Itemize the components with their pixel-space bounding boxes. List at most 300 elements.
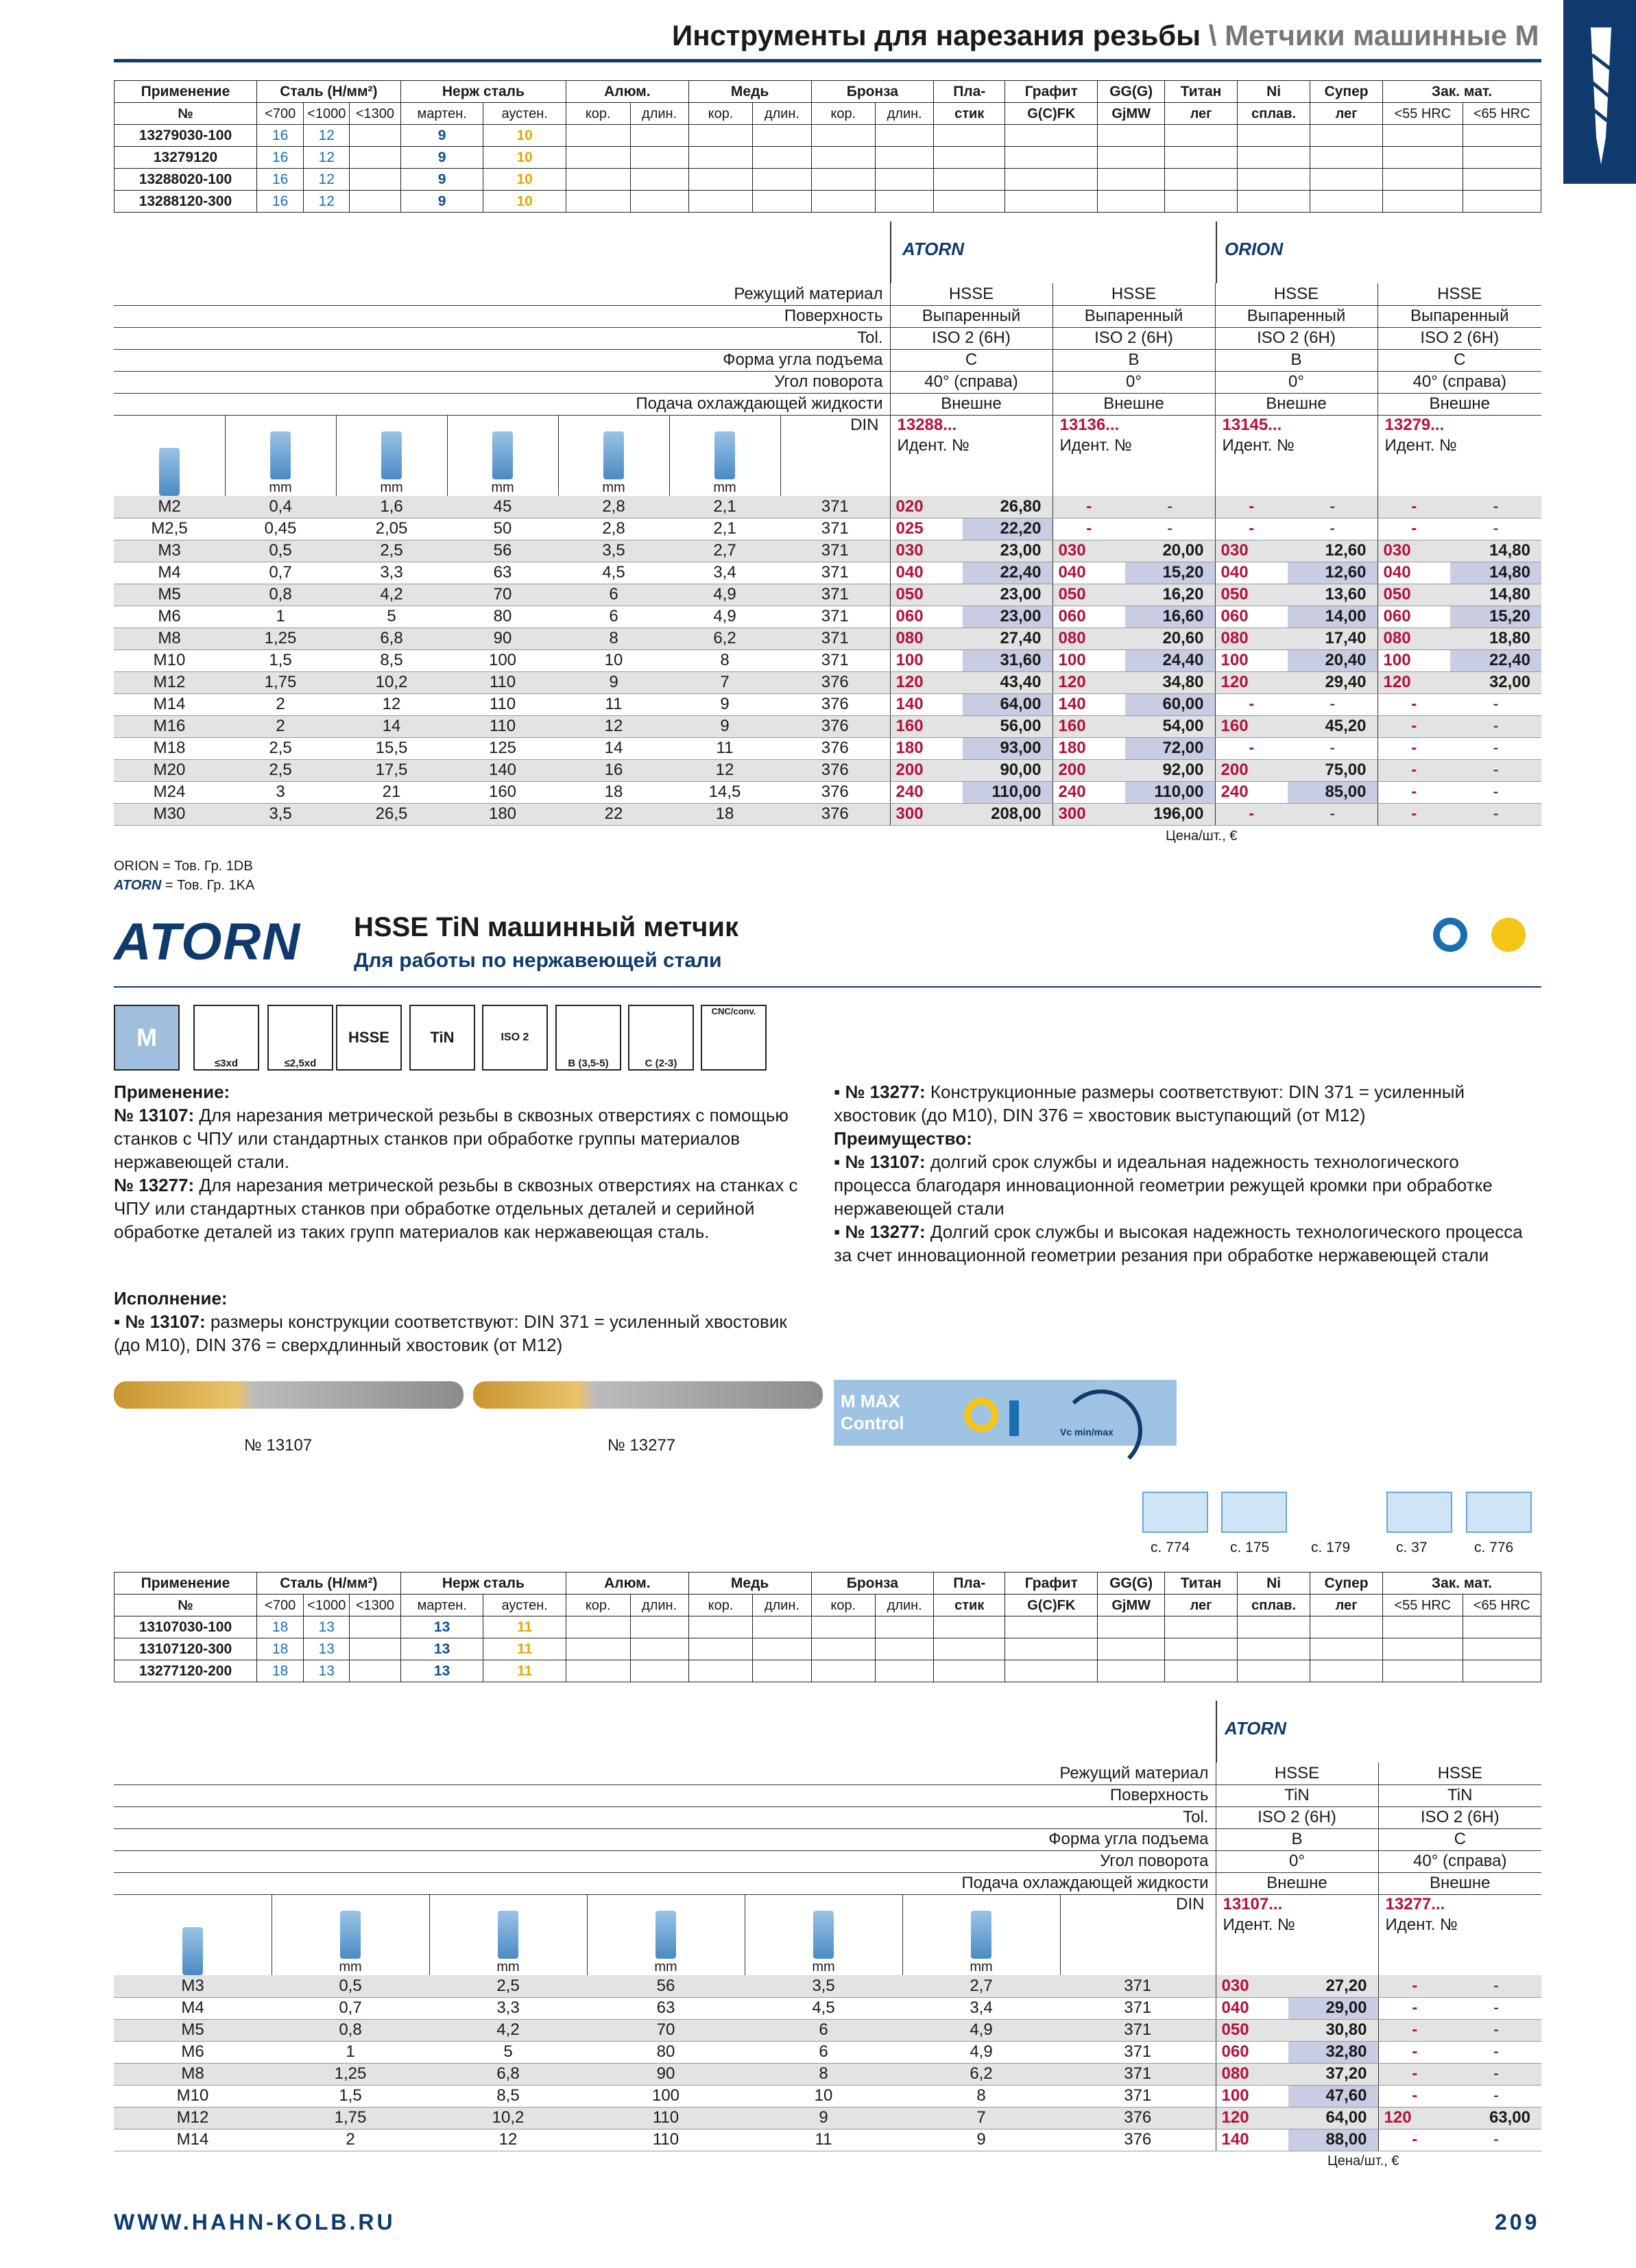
dimension-icon bbox=[492, 431, 513, 479]
dimension-value: 2,7 bbox=[902, 1975, 1060, 1997]
product-title: HSSE TiN машинный метчик bbox=[354, 912, 739, 942]
thread-row bbox=[114, 2129, 1541, 2151]
thread-row bbox=[114, 518, 1541, 540]
dimension-value: 3,5 bbox=[225, 803, 336, 825]
header-rule bbox=[114, 59, 1541, 62]
spec-value: Внешне bbox=[1215, 393, 1378, 415]
ident-code: 030 bbox=[1052, 540, 1125, 562]
empty-cell bbox=[1383, 125, 1463, 147]
value-martensitic: 13 bbox=[400, 1638, 483, 1660]
app-subheader-cell: лег bbox=[1310, 1595, 1383, 1616]
section-subtitle: Метчики машинные M bbox=[1225, 19, 1539, 51]
title-separator: \ bbox=[1201, 19, 1225, 51]
empty-cell bbox=[630, 125, 688, 147]
empty-cell bbox=[630, 147, 688, 169]
dimension-value: 18 bbox=[558, 781, 669, 803]
app-subheader-cell: кор. bbox=[566, 103, 630, 125]
ident-code: 040 bbox=[890, 562, 963, 584]
app-13277-text: Для нарезания метрической резьбы в сквозных отверстиях на станках с ЧПУ или стандартных станков при обработке отдельных деталей и серийной обработке деталей из таких групп материалов как нержавеющая сталь. bbox=[114, 1175, 798, 1242]
dimension-value: 9 bbox=[558, 671, 669, 693]
ident-code: 030 bbox=[1215, 540, 1288, 562]
dimension-icon bbox=[603, 431, 624, 479]
spec-row bbox=[114, 1850, 1541, 1872]
gauge-bar-icon bbox=[1009, 1400, 1019, 1436]
value-austenitic: 10 bbox=[483, 191, 566, 213]
dimension-value: M8 bbox=[114, 628, 225, 649]
empty-cell bbox=[1005, 1616, 1098, 1638]
ident-code: 080 bbox=[1378, 628, 1450, 649]
dimension-value: 0,5 bbox=[225, 540, 336, 562]
price-value: - bbox=[1288, 518, 1378, 540]
dimension-value: 56 bbox=[447, 540, 558, 562]
ident-code: - bbox=[1378, 1997, 1451, 2019]
dimension-value: 45 bbox=[447, 496, 558, 518]
series-header bbox=[1215, 415, 1378, 496]
price-value: 29,40 bbox=[1288, 671, 1378, 693]
empty-cell bbox=[566, 1638, 630, 1660]
dimension-value: 376 bbox=[780, 803, 890, 825]
empty-cell bbox=[1463, 1638, 1541, 1660]
ident-code: 140 bbox=[890, 693, 963, 715]
dimension-value: 8 bbox=[745, 2063, 902, 2085]
spec-label: Режущий материал bbox=[114, 1763, 1216, 1784]
empty-cell bbox=[876, 147, 934, 169]
empty-cell bbox=[630, 1660, 688, 1682]
page-number: 209 bbox=[1495, 2210, 1540, 2234]
spec-value: B bbox=[1215, 349, 1378, 371]
thread-row bbox=[114, 2107, 1541, 2129]
spec-value: HSSE bbox=[1215, 283, 1378, 305]
dimension-value: 11 bbox=[558, 693, 669, 715]
empty-cell bbox=[1165, 1638, 1238, 1660]
dimension-value: 16 bbox=[558, 759, 669, 781]
footnote-atorn-text: = Тов. Гр. 1KA bbox=[165, 878, 255, 893]
dimension-icon-cell bbox=[745, 1894, 902, 1975]
empty-cell bbox=[811, 147, 876, 169]
empty-cell bbox=[349, 169, 400, 191]
price-value: 27,40 bbox=[963, 628, 1052, 649]
app-subheader-cell: <700 bbox=[256, 103, 304, 125]
ident-code: 200 bbox=[1215, 759, 1288, 781]
value-steel-1000: 13 bbox=[304, 1638, 350, 1660]
data-table-1 bbox=[114, 496, 1541, 826]
app-subheader-cell: <1300 bbox=[349, 1595, 400, 1616]
app-header-cell: Бронза bbox=[811, 81, 934, 103]
dimension-value: 18 bbox=[669, 803, 780, 825]
app-header-cell: Зак. мат. bbox=[1383, 1573, 1541, 1595]
dimension-icon-cell bbox=[272, 1894, 429, 1975]
dimension-icon-cell bbox=[336, 415, 447, 496]
ident-code: 100 bbox=[1216, 2085, 1288, 2107]
dimension-value: 4,9 bbox=[902, 2041, 1060, 2063]
app-subheader-cell: кор. bbox=[688, 103, 753, 125]
article-number: 13107030-100 bbox=[115, 1616, 257, 1638]
empty-cell bbox=[566, 191, 630, 213]
ident-code: - bbox=[1378, 2085, 1451, 2107]
price-value: 60,00 bbox=[1125, 693, 1215, 715]
price-value: 14,80 bbox=[1450, 540, 1541, 562]
ident-code: 100 bbox=[1378, 649, 1450, 671]
dimension-value: 110 bbox=[587, 2129, 745, 2151]
cnc-symbol: CNC/conv. bbox=[701, 1005, 767, 1071]
spec-row bbox=[114, 1828, 1541, 1850]
ident-code: 060 bbox=[1215, 606, 1288, 628]
dimension-value: 4,2 bbox=[336, 584, 447, 606]
dimension-value: 0,45 bbox=[225, 518, 336, 540]
price-value: 20,00 bbox=[1125, 540, 1215, 562]
empty-cell bbox=[1463, 1616, 1541, 1638]
app-header-row bbox=[115, 1573, 1541, 1595]
unit-mm: mm bbox=[602, 479, 625, 495]
price-value: - bbox=[1451, 2063, 1541, 2085]
app-row bbox=[115, 169, 1541, 191]
dimension-value: 4,9 bbox=[902, 2019, 1060, 2041]
dimension-value: 90 bbox=[447, 628, 558, 649]
empty-cell bbox=[349, 1660, 400, 1682]
spec-value: Внешне bbox=[1378, 1872, 1541, 1894]
ident-code: 140 bbox=[1216, 2129, 1288, 2151]
spec-value: Внешне bbox=[1052, 393, 1215, 415]
ref-icon-4[interactable] bbox=[1386, 1492, 1452, 1533]
app-subheader-cell: <65 HRC bbox=[1463, 103, 1541, 125]
app-subheader-cell: стик bbox=[934, 1595, 1005, 1616]
ident-code: 040 bbox=[1215, 562, 1288, 584]
ident-code: - bbox=[1378, 803, 1450, 825]
empty-cell bbox=[1238, 147, 1310, 169]
price-value: 12,60 bbox=[1288, 540, 1378, 562]
unit-mm: mm bbox=[269, 479, 292, 495]
app-subheader-cell: <55 HRC bbox=[1383, 103, 1463, 125]
app-row bbox=[115, 1638, 1541, 1660]
ident-code: - bbox=[1378, 2129, 1451, 2151]
dimension-value: M5 bbox=[114, 584, 225, 606]
dimension-icon-cell bbox=[114, 1894, 272, 1975]
app-subheader-cell: G(C)FK bbox=[1005, 103, 1098, 125]
dimension-value: M10 bbox=[114, 649, 225, 671]
ident-label: Идент. № bbox=[1384, 436, 1457, 455]
price-value: 34,80 bbox=[1125, 671, 1215, 693]
dimension-value: M2,5 bbox=[114, 518, 225, 540]
depth-25xd-symbol bbox=[267, 1005, 333, 1071]
dimension-value: 9 bbox=[902, 2129, 1060, 2151]
tin-symbol: TiN bbox=[409, 1005, 475, 1071]
ident-label: Идент. № bbox=[1222, 436, 1295, 455]
dimension-value: 14 bbox=[558, 737, 669, 759]
brand-divider bbox=[1216, 1701, 1217, 1763]
dimension-value: 2,05 bbox=[336, 518, 447, 540]
ident-code: 040 bbox=[1378, 562, 1450, 584]
thread-row bbox=[114, 1975, 1541, 1997]
thread-row bbox=[114, 737, 1541, 759]
empty-cell bbox=[688, 125, 753, 147]
dimension-icon bbox=[182, 1927, 203, 1975]
empty-cell bbox=[753, 169, 811, 191]
dimension-value: 4,9 bbox=[669, 584, 780, 606]
dimension-value: 6 bbox=[745, 2019, 902, 2041]
price-value: - bbox=[1451, 2019, 1541, 2041]
price-value: 16,60 bbox=[1125, 606, 1215, 628]
product-subtitle: Для работы по нержавеющей стали bbox=[354, 949, 722, 972]
ident-label: Идент. № bbox=[1385, 1915, 1458, 1934]
app-subheader-cell: длин. bbox=[876, 103, 934, 125]
app-header-cell: Графит bbox=[1005, 1573, 1098, 1595]
ref-icon-2[interactable] bbox=[1221, 1492, 1287, 1533]
dimension-value: 2,7 bbox=[669, 540, 780, 562]
price-value: 23,00 bbox=[963, 584, 1052, 606]
series-header bbox=[1216, 1894, 1378, 1975]
empty-cell bbox=[1383, 147, 1463, 169]
series-number: 13279... bbox=[1384, 416, 1445, 434]
spec-value: HSSE bbox=[1378, 283, 1541, 305]
dimension-value: 21 bbox=[336, 781, 447, 803]
spec-row bbox=[114, 283, 1541, 305]
dimension-icon-cell bbox=[114, 415, 225, 496]
page-title bbox=[672, 19, 1539, 52]
spec-label: Режущий материал bbox=[114, 283, 890, 305]
app-subheader-cell: № bbox=[115, 1595, 257, 1616]
advantage-heading: Преимущество: bbox=[834, 1128, 972, 1149]
ident-code: 120 bbox=[1052, 671, 1125, 693]
price-value: - bbox=[1288, 693, 1378, 715]
vc-label: Vc min/max bbox=[1060, 1427, 1114, 1437]
thread-row bbox=[114, 606, 1541, 628]
adv-13107-text: долгий срок службы и идеальная надежность технологического процесса благодаря инновационной геометрии режущей кромки при обработке нержавеющей стали bbox=[834, 1151, 1493, 1219]
depth-25xd-label: ≤2,5xd bbox=[284, 1058, 317, 1069]
mmax-label: M MAX bbox=[841, 1391, 900, 1411]
mmax-banner bbox=[834, 1380, 1177, 1446]
ident-code: - bbox=[1378, 759, 1450, 781]
dimension-value: M18 bbox=[114, 737, 225, 759]
dimension-value: 4,5 bbox=[558, 562, 669, 584]
spec-value: HSSE bbox=[1378, 1763, 1541, 1784]
price-value: 56,00 bbox=[963, 715, 1052, 737]
empty-cell bbox=[753, 1638, 811, 1660]
dimension-icon bbox=[159, 448, 180, 496]
app-subheader-cell: мартен. bbox=[400, 1595, 483, 1616]
series-number: 13288... bbox=[897, 416, 957, 434]
price-value: 14,00 bbox=[1288, 606, 1378, 628]
spec-row bbox=[114, 349, 1541, 371]
dimension-value: 371 bbox=[780, 606, 890, 628]
empty-cell bbox=[566, 169, 630, 191]
price-value: 90,00 bbox=[963, 759, 1052, 781]
app-subheader-cell: кор. bbox=[811, 1595, 876, 1616]
spec-value: 40° (справа) bbox=[1378, 371, 1541, 393]
dimension-value: 371 bbox=[780, 562, 890, 584]
tool-13107-image bbox=[114, 1381, 464, 1409]
spec-value: ISO 2 (6H) bbox=[1215, 327, 1378, 349]
app-13277-no: № 13277: bbox=[114, 1175, 195, 1195]
ident-code: - bbox=[1052, 496, 1125, 518]
app-subheader-cell: <700 bbox=[256, 1595, 304, 1616]
article-number: 13288120-300 bbox=[115, 191, 257, 213]
spec-value: 0° bbox=[1215, 371, 1378, 393]
atorn-mini-logo: ATORN bbox=[114, 878, 162, 893]
empty-cell bbox=[630, 1638, 688, 1660]
app-subheader-cell: № bbox=[115, 103, 257, 125]
dimension-value: 4,9 bbox=[669, 606, 780, 628]
dimension-value: M2 bbox=[114, 496, 225, 518]
empty-cell bbox=[1005, 1638, 1098, 1660]
empty-cell bbox=[1310, 125, 1383, 147]
thread-row bbox=[114, 2085, 1541, 2107]
app-subheader-cell: <1300 bbox=[349, 103, 400, 125]
spec-value: ISO 2 (6H) bbox=[890, 327, 1052, 349]
price-note-2: Цена/шт., € bbox=[1327, 2153, 1399, 2169]
dimension-value: 7 bbox=[902, 2107, 1060, 2129]
empty-cell bbox=[566, 1660, 630, 1682]
price-value: 64,00 bbox=[1288, 2107, 1378, 2129]
spec-table-1 bbox=[114, 283, 1541, 416]
ident-code: 180 bbox=[890, 737, 963, 759]
empty-cell bbox=[811, 169, 876, 191]
dimension-value: 8,5 bbox=[336, 649, 447, 671]
app-subheader-cell: мартен. bbox=[400, 103, 483, 125]
ident-code: 180 bbox=[1052, 737, 1125, 759]
footer-url[interactable]: WWW.HAHN-KOLB.RU bbox=[114, 2210, 396, 2234]
ident-code: 080 bbox=[1215, 628, 1288, 649]
price-value: 54,00 bbox=[1125, 715, 1215, 737]
price-value: - bbox=[1450, 496, 1541, 518]
article-number: 13277120-200 bbox=[115, 1660, 257, 1682]
empty-cell bbox=[688, 1638, 753, 1660]
dimension-value: 8 bbox=[902, 2085, 1060, 2107]
empty-cell bbox=[1165, 191, 1238, 213]
price-value: 30,80 bbox=[1288, 2019, 1378, 2041]
price-value: 20,60 bbox=[1125, 628, 1215, 649]
value-martensitic: 9 bbox=[400, 147, 483, 169]
thread-row bbox=[114, 693, 1541, 715]
app-header-cell: Сталь (Н/мм²) bbox=[256, 1573, 400, 1595]
app-subheader-cell: стик bbox=[934, 103, 1005, 125]
app-subheader-cell: GjMW bbox=[1098, 1595, 1165, 1616]
spec-row bbox=[114, 393, 1541, 415]
app-subheader-cell: кор. bbox=[811, 103, 876, 125]
unit-mm: mm bbox=[339, 1959, 362, 1974]
dimension-value: 11 bbox=[669, 737, 780, 759]
dimension-value: M12 bbox=[114, 2107, 272, 2129]
ident-code: 100 bbox=[890, 649, 963, 671]
dimension-value: 6 bbox=[745, 2041, 902, 2063]
dimension-value: 5 bbox=[429, 2041, 587, 2063]
application-heading: Применение: bbox=[114, 1082, 230, 1102]
thread-row bbox=[114, 803, 1541, 825]
value-austenitic: 11 bbox=[483, 1616, 566, 1638]
app-header-cell: Пла- bbox=[934, 1573, 1005, 1595]
price-value: 26,80 bbox=[963, 496, 1052, 518]
price-value: 18,80 bbox=[1450, 628, 1541, 649]
ref-icon-1[interactable] bbox=[1142, 1492, 1208, 1533]
empty-cell bbox=[811, 125, 876, 147]
dimension-value: 8 bbox=[669, 649, 780, 671]
drill-icon bbox=[1563, 0, 1636, 184]
value-steel-1000: 12 bbox=[304, 191, 350, 213]
ident-label: Идент. № bbox=[897, 436, 970, 455]
app-subheader-cell: длин. bbox=[630, 1595, 688, 1616]
dimension-value: 80 bbox=[587, 2041, 745, 2063]
dimension-value: 0,8 bbox=[225, 584, 336, 606]
price-value: 13,60 bbox=[1288, 584, 1378, 606]
dimension-value: 6,2 bbox=[902, 2063, 1060, 2085]
app-header-cell: Применение bbox=[115, 81, 257, 103]
dimension-value: 9 bbox=[745, 2107, 902, 2129]
dimension-value: 90 bbox=[587, 2063, 745, 2085]
series-header bbox=[1052, 415, 1215, 496]
dimension-value: M12 bbox=[114, 671, 225, 693]
app-row bbox=[115, 1660, 1541, 1682]
spec-row bbox=[114, 1763, 1541, 1784]
dimension-icon-cell bbox=[587, 1894, 745, 1975]
dimension-value: 12 bbox=[669, 759, 780, 781]
dimension-value: 371 bbox=[780, 518, 890, 540]
empty-cell bbox=[1310, 1638, 1383, 1660]
footnote-orion: ORION = Тов. Гр. 1DB bbox=[114, 859, 253, 874]
ident-code: - bbox=[1378, 2041, 1451, 2063]
price-value: 64,00 bbox=[963, 693, 1052, 715]
unit-mm: mm bbox=[713, 479, 736, 495]
dimension-value: 1,75 bbox=[272, 2107, 429, 2129]
app-subheader-cell: лег bbox=[1165, 1595, 1238, 1616]
empty-cell bbox=[630, 191, 688, 213]
thread-row bbox=[114, 2041, 1541, 2063]
form-c-symbol: C (2-3) bbox=[628, 1005, 694, 1071]
atorn-logo: ATORN bbox=[902, 239, 965, 259]
ident-code: - bbox=[1052, 518, 1125, 540]
price-value: - bbox=[1450, 737, 1541, 759]
price-value: 88,00 bbox=[1288, 2129, 1378, 2151]
app-subheader-row bbox=[115, 103, 1541, 125]
spec-value: C bbox=[1378, 1828, 1541, 1850]
dimension-icon-cell bbox=[669, 415, 780, 496]
empty-cell bbox=[876, 125, 934, 147]
thread-row bbox=[114, 584, 1541, 606]
ident-code: 025 bbox=[890, 518, 963, 540]
spec-label: Подача охлаждающей жидкости bbox=[114, 1872, 1216, 1894]
ref-icon-3[interactable] bbox=[1300, 1492, 1366, 1533]
app-header-cell: GG(G) bbox=[1098, 1573, 1165, 1595]
dimension-value: 50 bbox=[447, 518, 558, 540]
series-header bbox=[1378, 415, 1541, 496]
value-steel-700: 16 bbox=[256, 147, 304, 169]
dimension-value: 2,5 bbox=[429, 1975, 587, 1997]
dimension-value: M4 bbox=[114, 1997, 272, 2019]
ident-code: - bbox=[1378, 2019, 1451, 2041]
dimension-value: 10,2 bbox=[336, 671, 447, 693]
ident-code: 200 bbox=[1052, 759, 1125, 781]
ident-code: - bbox=[1215, 737, 1288, 759]
ident-code: - bbox=[1378, 518, 1450, 540]
din-header: DIN bbox=[780, 415, 890, 496]
dimension-icon bbox=[714, 431, 735, 479]
app-row bbox=[115, 147, 1541, 169]
dimension-value: M16 bbox=[114, 715, 225, 737]
dimension-value: 1,5 bbox=[272, 2085, 429, 2107]
value-austenitic: 10 bbox=[483, 125, 566, 147]
ref-icon-5[interactable] bbox=[1466, 1492, 1532, 1533]
dimension-value: M24 bbox=[114, 781, 225, 803]
thread-row bbox=[114, 715, 1541, 737]
price-value: 22,40 bbox=[963, 562, 1052, 584]
ident-code: - bbox=[1378, 737, 1450, 759]
dimension-value: 2,5 bbox=[225, 737, 336, 759]
dimension-value: 110 bbox=[587, 2107, 745, 2129]
dimension-value: 371 bbox=[1060, 2085, 1216, 2107]
value-steel-1000: 12 bbox=[304, 169, 350, 191]
price-value: 92,00 bbox=[1125, 759, 1215, 781]
spec-value: C bbox=[1378, 349, 1541, 371]
ident-code: 100 bbox=[1052, 649, 1125, 671]
ident-code: 050 bbox=[1215, 584, 1288, 606]
